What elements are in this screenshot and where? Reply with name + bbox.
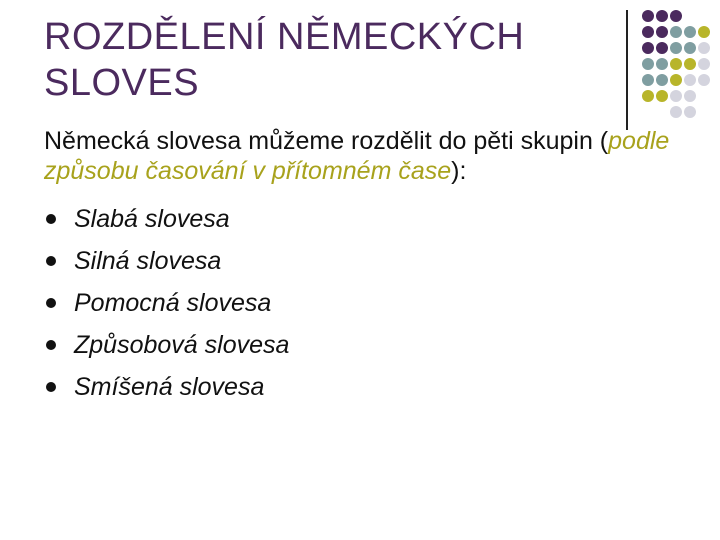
dot-r2-c5 <box>698 26 710 38</box>
dot-r2-c4 <box>684 26 696 38</box>
list-item <box>44 198 684 240</box>
dot-r3-c4 <box>684 42 696 54</box>
dot-r5-c5 <box>698 74 710 86</box>
dot-r1-c1 <box>642 10 654 22</box>
list-item <box>44 366 684 408</box>
bullet-dot-icon <box>46 256 56 266</box>
dot-r6-c1 <box>642 90 654 102</box>
dot-r5-c2 <box>656 74 668 86</box>
intro-paragraph <box>44 126 684 186</box>
list-item-label: Smíšená slovesa <box>74 373 265 401</box>
list-item <box>44 282 684 324</box>
dot-r2-c3 <box>670 26 682 38</box>
decorative-dot-grid <box>640 8 720 120</box>
dot-r4-c1 <box>642 58 654 70</box>
slide-title-line-1: ROZDĚLENÍ NĚMECKÝCH <box>44 16 525 58</box>
dot-r7-c3 <box>670 106 682 118</box>
dot-r1-c3 <box>670 10 682 22</box>
title-divider-line <box>626 10 628 130</box>
bullet-dot-icon <box>46 214 56 224</box>
bullet-dot-icon <box>46 298 56 308</box>
slide-body <box>44 126 684 408</box>
intro-text-after: ): <box>451 157 467 185</box>
bullet-dot-icon <box>46 382 56 392</box>
intro-text-before: Německá slovesa můžeme rozdělit do pěti skupin ( <box>44 127 609 155</box>
dot-r4-c5 <box>698 58 710 70</box>
slide-title-line-2: SLOVES <box>44 62 200 104</box>
dot-r1-c2 <box>656 10 668 22</box>
dot-r7-c4 <box>684 106 696 118</box>
list-item <box>44 240 684 282</box>
dot-r2-c1 <box>642 26 654 38</box>
dot-r2-c2 <box>656 26 668 38</box>
dot-r6-c4 <box>684 90 696 102</box>
dot-r5-c1 <box>642 74 654 86</box>
dot-r3-c1 <box>642 42 654 54</box>
list-item-label: Způsobová slovesa <box>74 331 290 359</box>
dot-r4-c3 <box>670 58 682 70</box>
list-item-label: Silná slovesa <box>74 247 222 275</box>
dot-r3-c3 <box>670 42 682 54</box>
dot-r6-c2 <box>656 90 668 102</box>
list-item-label: Pomocná slovesa <box>74 289 272 317</box>
dot-r5-c4 <box>684 74 696 86</box>
list-item-label: Slabá slovesa <box>74 205 230 233</box>
intro-accent-text: podle způsobu časování v přítomném čase <box>44 127 670 185</box>
dot-r3-c5 <box>698 42 710 54</box>
dot-r4-c2 <box>656 58 668 70</box>
dot-r4-c4 <box>684 58 696 70</box>
slide-title <box>44 14 604 106</box>
dot-r3-c2 <box>656 42 668 54</box>
list-item <box>44 324 684 366</box>
verb-group-list <box>44 198 684 408</box>
bullet-dot-icon <box>46 340 56 350</box>
dot-r5-c3 <box>670 74 682 86</box>
dot-r6-c3 <box>670 90 682 102</box>
